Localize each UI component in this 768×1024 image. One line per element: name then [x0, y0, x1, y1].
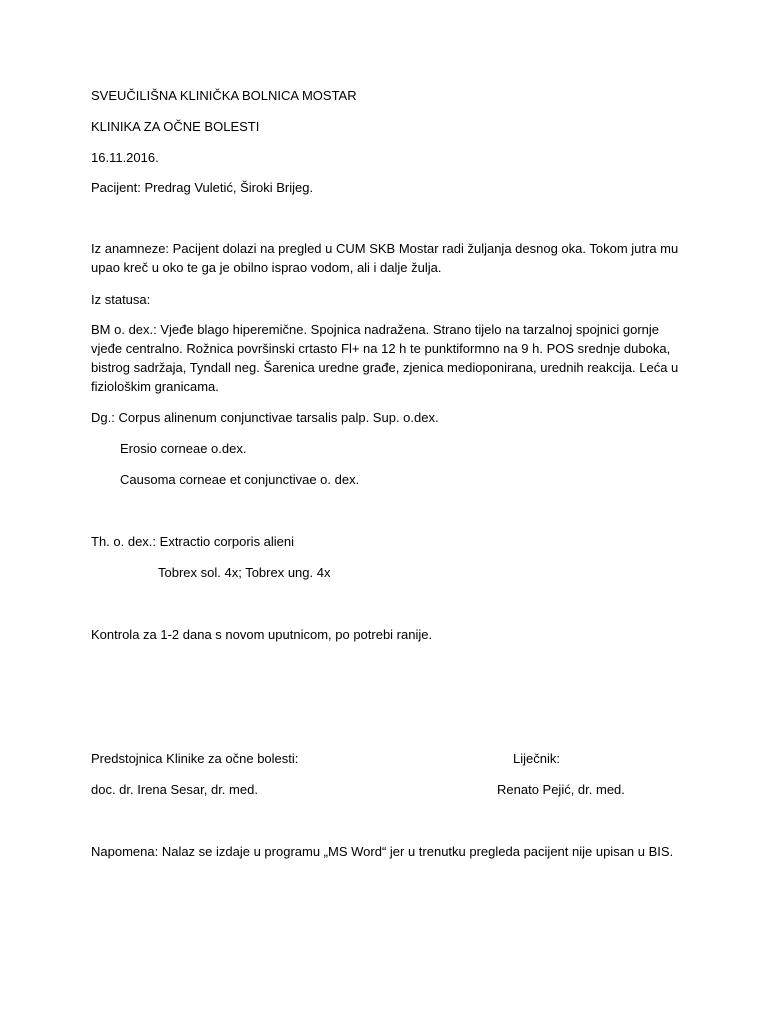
signature-left-title: Predstojnica Klinike za očne bolesti:: [91, 751, 299, 766]
therapy-line-1: Th. o. dex.: Extractio corporis alieni: [91, 534, 295, 549]
status-heading: Iz statusa:: [91, 292, 151, 307]
control-line: Kontrola za 1-2 dana s novom uputnicom, po potrebi ranije.: [91, 627, 433, 642]
status-paragraph: BM o. dex.: Vjeđe blago hiperemične. Spojnica nadražena. Strano tijelo na tarzalnoj spojnici gornje vjeđe centralno. Rožnica površinski crtasto Fl+ na 12 h te punktiformno na 9 h. POS srednje duboka, bistrog sadržaja, Tyndall neg. Šarenica uredne građe, zjenica medioponirana, urednih reakcija. Leća u fiziološkim granicama.: [91, 322, 679, 394]
signature-left-name: doc. dr. Irena Sesar, dr. med.: [91, 782, 258, 797]
clinic-name: KLINIKA ZA OČNE BOLESTI: [91, 119, 260, 134]
signature-right-name: Renato Pejić, dr. med.: [497, 782, 625, 797]
signature-right-title: Liječnik:: [513, 751, 560, 766]
anamnesis-paragraph: Iz anamneze: Pacijent dolazi na pregled u CUM SKB Mostar radi žuljanja desnog oka. Tokom jutra mu upao kreč u oko te ga je obilno isprao vodom, ali i dalje žulja.: [91, 241, 679, 275]
diagnosis-line-1: Dg.: Corpus alinenum conjunctivae tarsalis palp. Sup. o.dex.: [91, 410, 439, 425]
note-line: Napomena: Nalaz se izdaje u programu „MS Word“ jer u trenutku pregleda pacijent nije upisan u BIS.: [91, 844, 674, 859]
patient-line: Pacijent: Predrag Vuletić, Široki Brijeg.: [91, 180, 314, 195]
diagnosis-line-3: Causoma corneae et conjunctivae o. dex.: [120, 472, 360, 487]
therapy-line-2: Tobrex sol. 4x; Tobrex ung. 4x: [158, 565, 331, 580]
diagnosis-line-2: Erosio corneae o.dex.: [120, 441, 247, 456]
hospital-name: SVEUČILIŠNA KLINIČKA BOLNICA MOSTAR: [91, 88, 357, 103]
report-date: 16.11.2016.: [91, 150, 159, 165]
